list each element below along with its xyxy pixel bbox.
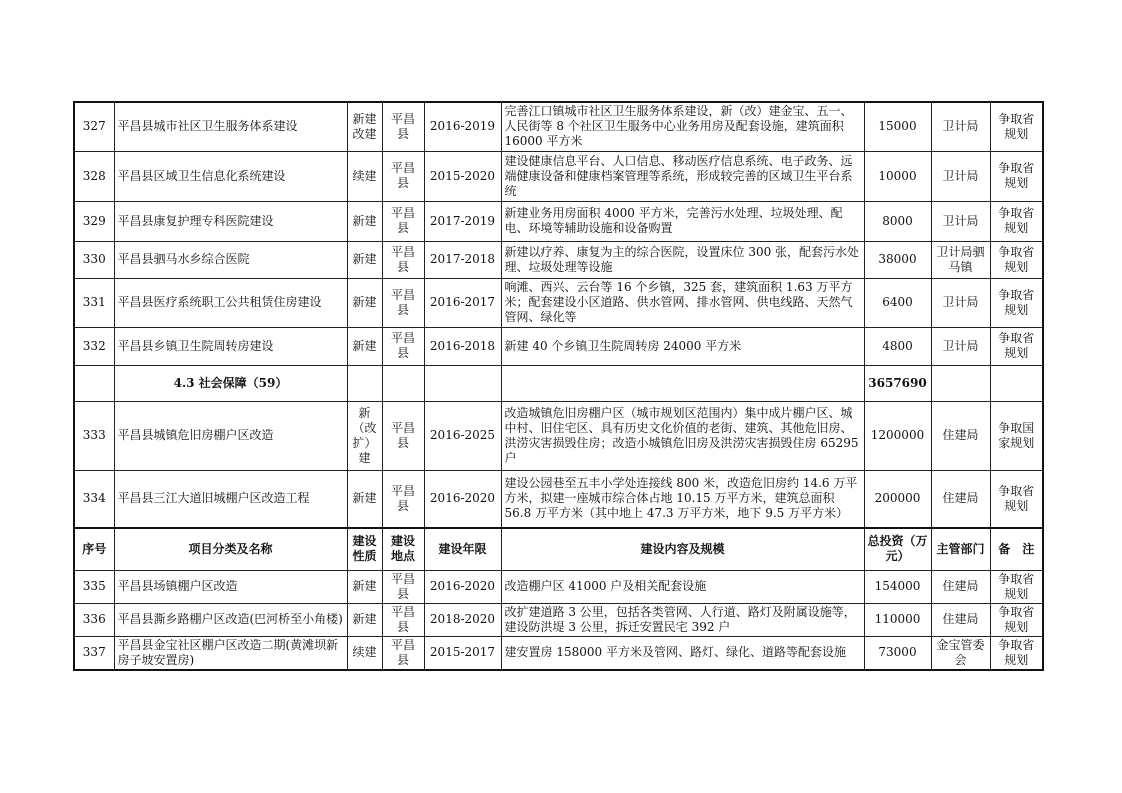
project-table — [73, 101, 1044, 671]
project-name: 平昌县场镇棚户区改造 — [114, 570, 347, 603]
project-name: 平昌县金宝社区棚户区改造二期(黄滩坝新房子坡安置房) — [114, 636, 347, 670]
build-content: 改造棚户区 41000 户及相关配套设施 — [501, 570, 864, 603]
header-investment: 总投资（万元） — [864, 528, 931, 570]
build-years: 2017-2019 — [424, 201, 501, 241]
row-number: 336 — [74, 603, 114, 636]
department: 卫计局 — [931, 278, 990, 327]
department: 卫计局 — [931, 201, 990, 241]
department: 住建局 — [931, 401, 990, 470]
build-content: 新建业务用房面积 4000 平方米，完善污水处理、垃圾处理、配电、环境等辅助设施和设备购置 — [501, 201, 864, 241]
build-nature: 新建 — [347, 201, 382, 241]
total-investment: 73000 — [864, 636, 931, 670]
row-number: 335 — [74, 570, 114, 603]
project-name: 平昌县城镇危旧房棚户区改造 — [114, 401, 347, 470]
header-content: 建设内容及规模 — [501, 528, 864, 570]
build-place: 平昌县 — [382, 570, 424, 603]
header-place: 建设地点 — [382, 528, 424, 570]
header-name: 项目分类及名称 — [114, 528, 347, 570]
build-nature: 续建 — [347, 636, 382, 670]
section-row — [74, 365, 1043, 401]
build-place: 平昌县 — [382, 327, 424, 365]
project-name: 平昌县康复护理专科医院建设 — [114, 201, 347, 241]
build-place: 平昌县 — [382, 102, 424, 151]
build-years: 2016-2018 — [424, 327, 501, 365]
department: 住建局 — [931, 603, 990, 636]
build-years: 2017-2018 — [424, 241, 501, 278]
build-content: 新建 40 个乡镇卫生院周转房 24000 平方米 — [501, 327, 864, 365]
section-total-investment: 3657690 — [864, 365, 931, 401]
project-name: 平昌县医疗系统职工公共租赁住房建设 — [114, 278, 347, 327]
build-years: 2016-2017 — [424, 278, 501, 327]
build-place: 平昌县 — [382, 401, 424, 470]
remark: 争取省规划 — [990, 327, 1043, 365]
row-number: 330 — [74, 241, 114, 278]
table-row — [74, 201, 1043, 241]
total-investment: 10000 — [864, 151, 931, 201]
table-row — [74, 241, 1043, 278]
build-nature: 新建 — [347, 570, 382, 603]
build-content: 响滩、西兴、云台等 16 个乡镇，325 套，建筑面积 1.63 万平方米；配套建设小区道路、供水管网、排水管网、供电线路、天然气管网、绿化等 — [501, 278, 864, 327]
remark: 争取省规划 — [990, 570, 1043, 603]
build-place: 平昌县 — [382, 151, 424, 201]
table-row — [74, 401, 1043, 470]
build-content: 完善江口镇城市社区卫生服务体系建设，新（改）建金宝、五一、人民街等 8 个社区卫生服务中心业务用房及配套设施，建筑面积 16000 平方米 — [501, 102, 864, 151]
build-content: 建设公园巷至五丰小学处连接线 800 米，改造危旧房约 14.6 万平方米，拟建一座城市综合体占地 10.15 万平方米，建筑总面积 56.8 万平方米（其中地上 47.3 万平方米，地下 9.5 万平方米） — [501, 470, 864, 528]
build-place: 平昌县 — [382, 241, 424, 278]
total-investment: 15000 — [864, 102, 931, 151]
build-nature: 新（改扩）建 — [347, 401, 382, 470]
project-name: 平昌县乡镇卫生院周转房建设 — [114, 327, 347, 365]
department: 卫计局 — [931, 327, 990, 365]
total-investment: 200000 — [864, 470, 931, 528]
row-number: 332 — [74, 327, 114, 365]
total-investment: 1200000 — [864, 401, 931, 470]
department: 卫计局 — [931, 102, 990, 151]
table-row — [74, 151, 1043, 201]
total-investment: 6400 — [864, 278, 931, 327]
build-nature: 续建 — [347, 151, 382, 201]
build-place: 平昌县 — [382, 278, 424, 327]
remark: 争取省规划 — [990, 278, 1043, 327]
total-investment: 154000 — [864, 570, 931, 603]
row-number: 328 — [74, 151, 114, 201]
table-row — [74, 570, 1043, 603]
build-content: 建设健康信息平台、人口信息、移动医疗信息系统、电子政务、远端健康设备和健康档案管理等系统，形成较完善的区域卫生平台系统 — [501, 151, 864, 201]
total-investment: 110000 — [864, 603, 931, 636]
build-content: 建安置房 158000 平方米及管网、路灯、绿化、道路等配套设施 — [501, 636, 864, 670]
build-years: 2016-2019 — [424, 102, 501, 151]
table-header-row — [74, 528, 1043, 570]
row-number: 334 — [74, 470, 114, 528]
build-nature: 新建 — [347, 241, 382, 278]
build-content: 改扩建道路 3 公里，包括各类管网、人行道、路灯及附属设施等，建设防洪堤 3 公里，拆迁安置民宅 392 户 — [501, 603, 864, 636]
remark: 争取省规划 — [990, 636, 1043, 670]
build-place: 平昌县 — [382, 603, 424, 636]
build-years: 2016-2020 — [424, 570, 501, 603]
remark: 争取国家规划 — [990, 401, 1043, 470]
build-place: 平昌县 — [382, 636, 424, 670]
table-row — [74, 102, 1043, 151]
row-number: 333 — [74, 401, 114, 470]
table-row — [74, 603, 1043, 636]
total-investment: 38000 — [864, 241, 931, 278]
remark: 争取省规划 — [990, 151, 1043, 201]
build-nature: 新建改建 — [347, 102, 382, 151]
department: 卫计局 — [931, 151, 990, 201]
row-number: 331 — [74, 278, 114, 327]
build-years: 2016-2025 — [424, 401, 501, 470]
build-place: 平昌县 — [382, 201, 424, 241]
header-nature: 建设性质 — [347, 528, 382, 570]
build-nature: 新建 — [347, 327, 382, 365]
table-row — [74, 278, 1043, 327]
total-investment: 4800 — [864, 327, 931, 365]
build-content: 改造城镇危旧房棚户区（城市规划区范围内）集中成片棚户区、城中村、旧住宅区、具有历史文化价值的老街、建筑、其他危旧房、洪涝灾害损毁住房；改造小城镇危旧房及洪涝灾害损毁住房 65295 户 — [501, 401, 864, 470]
department: 住建局 — [931, 570, 990, 603]
build-place: 平昌县 — [382, 470, 424, 528]
build-years: 2018-2020 — [424, 603, 501, 636]
remark: 争取省规划 — [990, 470, 1043, 528]
row-number: 337 — [74, 636, 114, 670]
build-nature: 新建 — [347, 470, 382, 528]
remark: 争取省规划 — [990, 603, 1043, 636]
row-number: 327 — [74, 102, 114, 151]
row-number: 329 — [74, 201, 114, 241]
build-years: 2015-2020 — [424, 151, 501, 201]
department: 金宝管委会 — [931, 636, 990, 670]
total-investment: 8000 — [864, 201, 931, 241]
table-row — [74, 470, 1043, 528]
header-remark: 备 注 — [990, 528, 1043, 570]
department: 卫计局驷马镇 — [931, 241, 990, 278]
remark: 争取省规划 — [990, 241, 1043, 278]
project-name: 平昌县驷马水乡综合医院 — [114, 241, 347, 278]
build-years: 2016-2020 — [424, 470, 501, 528]
build-years: 2015-2017 — [424, 636, 501, 670]
header-years: 建设年限 — [424, 528, 501, 570]
remark: 争取省规划 — [990, 102, 1043, 151]
section-title: 4.3 社会保障（59） — [114, 365, 347, 401]
header-department: 主管部门 — [931, 528, 990, 570]
remark: 争取省规划 — [990, 201, 1043, 241]
project-name: 平昌县城市社区卫生服务体系建设 — [114, 102, 347, 151]
header-no: 序号 — [74, 528, 114, 570]
department: 住建局 — [931, 470, 990, 528]
build-nature: 新建 — [347, 603, 382, 636]
project-name: 平昌县区域卫生信息化系统建设 — [114, 151, 347, 201]
table-row — [74, 636, 1043, 670]
project-name: 平昌县澌乡路棚户区改造(巴河桥至小角楼) — [114, 603, 347, 636]
build-content: 新建以疗养、康复为主的综合医院，设置床位 300 张，配套污水处理、垃圾处理等设施 — [501, 241, 864, 278]
table-row — [74, 327, 1043, 365]
project-name: 平昌县三江大道旧城棚户区改造工程 — [114, 470, 347, 528]
build-nature: 新建 — [347, 278, 382, 327]
